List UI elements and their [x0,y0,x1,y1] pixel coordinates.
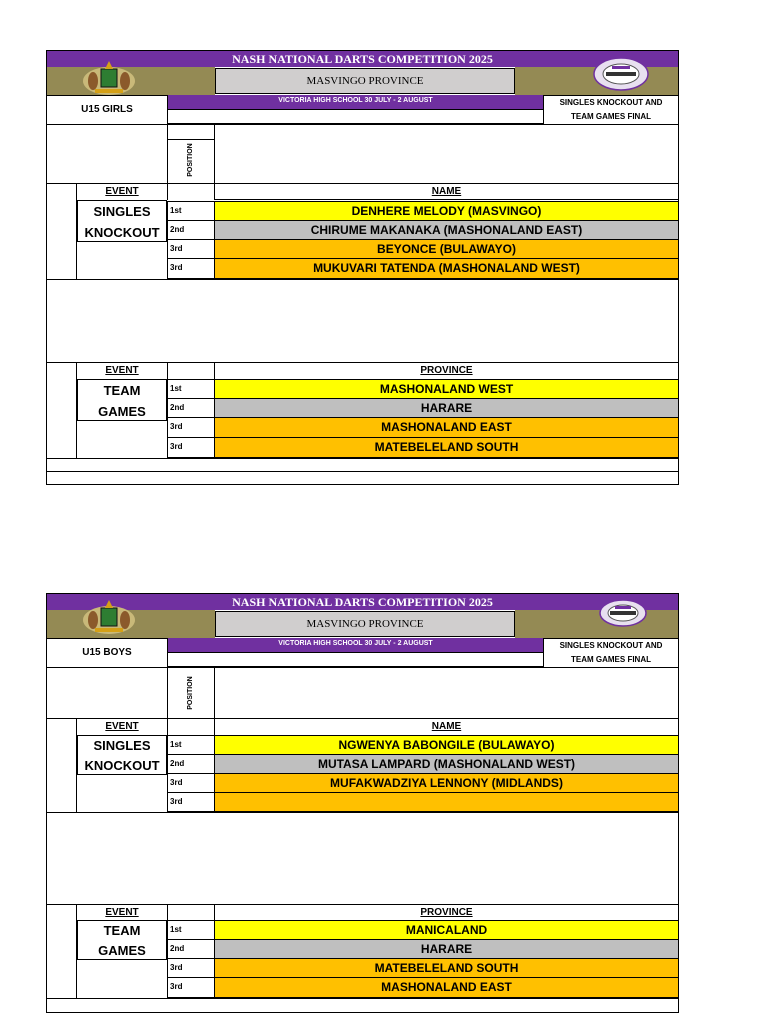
zimbabwe-coat-of-arms-icon [79,59,139,97]
singles-position-4: 3rd [167,259,215,279]
category-label: U15 BOYS [47,638,168,667]
category-label: U15 GIRLS [47,95,168,124]
results-sheet-u15-boys [46,593,679,1013]
singles-name-header: NAME [431,721,462,732]
team-position-3: 3rd [167,959,215,978]
team-winner-3: MATEBELELAND SOUTH [215,959,678,978]
singles-event-cell [77,735,167,775]
singles-winner-2: MUTASA LAMPARD (MASHONALAND WEST) [215,755,678,774]
singles-position-2: 2nd [167,221,215,240]
singles-winner-2: CHIRUME MAKANAKA (MASHONALAND EAST) [215,221,678,240]
team-event-line-2: GAMES [98,404,146,419]
competition-title: NASH NATIONAL DARTS COMPETITION 2025 [47,51,678,67]
singles-position-2: 2nd [167,755,215,774]
stage-label [543,95,678,124]
middle-blank [47,812,678,905]
province-label: MASVINGO PROVINCE [215,611,515,637]
team-position-4: 3rd [167,978,215,998]
singles-winner-3: BEYONCE (BULAWAYO) [215,240,678,259]
team-pos-header-cell [167,363,215,379]
singles-event-header: EVENT [105,186,139,197]
stage-line-2: TEAM GAMES FINAL [571,655,651,664]
footer-rule-1 [47,998,678,1012]
singles-winner-3: MUFAKWADZIYA LENNONY (MIDLANDS) [215,774,678,793]
venue-bar: VICTORIA HIGH SCHOOL 30 JULY - 2 AUGUST [168,638,543,652]
team-pos-header-cell [167,905,215,920]
singles-winner-4 [215,793,678,812]
team-winner-1: MASHONALAND WEST [215,379,678,399]
team-event-line-1: TEAM [103,383,141,398]
stage-line-1: SINGLES KNOCKOUT AND [559,641,663,650]
singles-winner-4: MUKUVARI TATENDA (MASHONALAND WEST) [215,259,678,279]
competition-title: NASH NATIONAL DARTS COMPETITION 2025 [47,594,678,610]
team-position-4: 3rd [167,438,215,458]
team-event-header: EVENT [105,907,139,918]
stage-label [543,638,678,667]
team-event-header: EVENT [105,365,139,376]
team-event-cell [77,920,167,960]
singles-position-1: 1st [167,735,215,755]
singles-position-1: 1st [167,201,215,221]
footer-rule-2 [47,471,678,484]
team-position-1: 1st [167,920,215,940]
position-column-header [167,124,215,184]
singles-event-cell [77,200,167,242]
venue-spacer [168,652,543,667]
header-blank [47,667,678,719]
venue-spacer [168,109,543,124]
team-event-cell [77,379,167,421]
singles-header-rule [215,199,678,200]
team-position-2: 2nd [167,940,215,959]
singles-event-line-1: SINGLES [93,738,151,753]
footer-rule-1 [47,458,678,471]
singles-event-lower [76,242,168,279]
team-province-header: PROVINCE [420,907,473,918]
team-position-2: 2nd [167,399,215,418]
position-header-text: POSITION [187,143,194,177]
singles-pos-header-cell [167,184,215,200]
team-winner-1: MANICALAND [215,920,678,940]
team-winner-2: HARARE [215,399,678,418]
singles-position-3: 3rd [167,774,215,793]
school-crest-icon [598,598,648,628]
singles-event-header: EVENT [105,721,139,732]
singles-event-line-2: KNOCKOUT [84,225,160,240]
stage-line-2: TEAM GAMES FINAL [571,112,651,121]
singles-name-header: NAME [431,186,462,197]
team-event-line-2: GAMES [98,943,146,958]
school-crest-icon [592,56,650,92]
team-event-line-1: TEAM [103,923,141,938]
singles-position-4: 3rd [167,793,215,812]
team-position-1: 1st [167,379,215,399]
middle-blank [47,279,678,363]
position-column-header [167,667,215,719]
singles-position-3: 3rd [167,240,215,259]
team-province-header: PROVINCE [420,365,473,376]
team-winner-4: MATEBELELAND SOUTH [215,438,678,458]
province-label: MASVINGO PROVINCE [215,68,515,94]
singles-pos-header-cell [167,719,215,735]
team-winner-3: MASHONALAND EAST [215,418,678,438]
results-sheet-u15-girls [46,50,679,485]
team-position-3: 3rd [167,418,215,438]
singles-winner-1: DENHERE MELODY (MASVINGO) [215,201,678,221]
header-blank [47,124,678,184]
position-header-text: POSITION [187,676,194,710]
logo-band-right [515,610,678,638]
singles-event-line-1: SINGLES [93,204,151,219]
team-winner-4: MASHONALAND EAST [215,978,678,998]
stage-line-1: SINGLES KNOCKOUT AND [559,98,663,107]
team-winner-2: HARARE [215,940,678,959]
venue-bar: VICTORIA HIGH SCHOOL 30 JULY - 2 AUGUST [168,95,543,109]
singles-event-line-2: KNOCKOUT [84,758,160,773]
singles-winner-1: NGWENYA BABONGILE (BULAWAYO) [215,735,678,755]
zimbabwe-coat-of-arms-icon [79,598,139,636]
